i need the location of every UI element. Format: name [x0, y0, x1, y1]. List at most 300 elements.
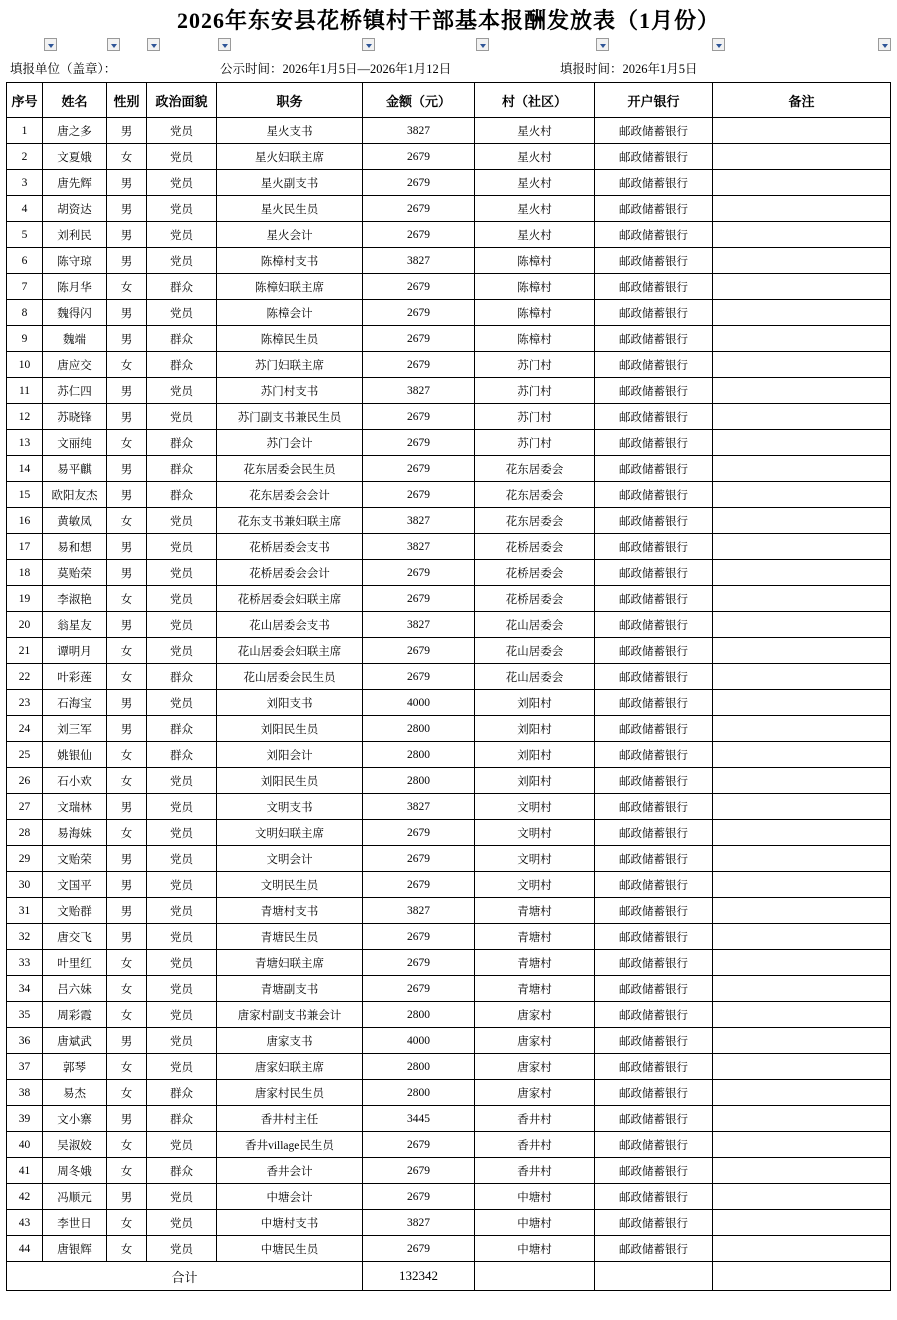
cell-position: 唐家村民生员 [217, 1080, 363, 1106]
cell-amount: 2679 [363, 820, 475, 846]
cell-gender: 女 [107, 638, 147, 664]
cell-index: 30 [7, 872, 43, 898]
cell-index: 23 [7, 690, 43, 716]
cell-gender: 女 [107, 144, 147, 170]
table-row [7, 872, 891, 898]
cell-bank: 邮政储蓄银行 [595, 586, 713, 612]
cell-village: 文明村 [475, 820, 595, 846]
cell-position: 中塘民生员 [217, 1236, 363, 1262]
cell-village: 文明村 [475, 872, 595, 898]
column-header-political-status: 政治面貌 [147, 83, 217, 118]
column-header-remark: 备注 [713, 83, 891, 118]
cell-remark [713, 222, 891, 248]
cell-gender: 女 [107, 820, 147, 846]
cell-amount: 2679 [363, 430, 475, 456]
cell-village: 花桥居委会 [475, 560, 595, 586]
cell-name: 易和想 [43, 534, 107, 560]
cell-remark [713, 170, 891, 196]
cell-gender: 女 [107, 274, 147, 300]
cell-position: 香井会计 [217, 1158, 363, 1184]
cell-village: 唐家村 [475, 1054, 595, 1080]
cell-political-status: 党员 [147, 144, 217, 170]
cell-political-status: 群众 [147, 664, 217, 690]
cell-name: 冯顺元 [43, 1184, 107, 1210]
cell-political-status: 党员 [147, 404, 217, 430]
cell-amount: 2679 [363, 586, 475, 612]
cell-remark [713, 248, 891, 274]
cell-name: 欧阳友杰 [43, 482, 107, 508]
cell-name: 石海宝 [43, 690, 107, 716]
cell-political-status: 党员 [147, 222, 217, 248]
cell-index: 36 [7, 1028, 43, 1054]
cell-remark [713, 716, 891, 742]
column-header-position: 职务 [217, 83, 363, 118]
cell-gender: 女 [107, 1210, 147, 1236]
cell-bank: 邮政储蓄银行 [595, 690, 713, 716]
cell-political-status: 党员 [147, 1132, 217, 1158]
cell-amount: 3445 [363, 1106, 475, 1132]
cell-bank: 邮政储蓄银行 [595, 638, 713, 664]
cell-remark [713, 1080, 891, 1106]
cell-gender: 男 [107, 794, 147, 820]
cell-village: 唐家村 [475, 1028, 595, 1054]
cell-remark [713, 768, 891, 794]
cell-position: 苏门妇联主席 [217, 352, 363, 378]
cell-village: 文明村 [475, 846, 595, 872]
cell-index: 14 [7, 456, 43, 482]
cell-remark [713, 976, 891, 1002]
cell-village: 苏门村 [475, 378, 595, 404]
cell-remark [713, 534, 891, 560]
cell-village: 星火村 [475, 144, 595, 170]
table-row [7, 742, 891, 768]
cell-bank: 邮政储蓄银行 [595, 196, 713, 222]
table-row [7, 456, 891, 482]
table-row [7, 664, 891, 690]
cell-index: 26 [7, 768, 43, 794]
cell-position: 青塘副支书 [217, 976, 363, 1002]
cell-remark [713, 352, 891, 378]
table-row [7, 196, 891, 222]
cell-political-status: 群众 [147, 1106, 217, 1132]
table-row [7, 1080, 891, 1106]
table-row [7, 950, 891, 976]
cell-remark [713, 846, 891, 872]
cell-position: 刘阳支书 [217, 690, 363, 716]
filter-arrow-3[interactable] [147, 38, 160, 51]
cell-index: 29 [7, 846, 43, 872]
cell-amount: 2679 [363, 924, 475, 950]
column-header-village: 村（社区） [475, 83, 595, 118]
cell-political-status: 党员 [147, 768, 217, 794]
cell-village: 青塘村 [475, 950, 595, 976]
cell-gender: 男 [107, 196, 147, 222]
cell-village: 陈樟村 [475, 248, 595, 274]
cell-gender: 男 [107, 404, 147, 430]
filter-arrow-8[interactable] [712, 38, 725, 51]
cell-index: 5 [7, 222, 43, 248]
cell-gender: 男 [107, 326, 147, 352]
cell-bank: 邮政储蓄银行 [595, 404, 713, 430]
table-row [7, 1184, 891, 1210]
cell-amount: 2679 [363, 196, 475, 222]
cell-position: 陈樟会计 [217, 300, 363, 326]
cell-village: 花桥居委会 [475, 534, 595, 560]
cell-index: 41 [7, 1158, 43, 1184]
cell-political-status: 党员 [147, 846, 217, 872]
cell-position: 唐家支书 [217, 1028, 363, 1054]
column-header-name: 姓名 [43, 83, 107, 118]
cell-political-status: 群众 [147, 716, 217, 742]
table-row [7, 1132, 891, 1158]
table-row [7, 846, 891, 872]
table-row [7, 1028, 891, 1054]
cell-name: 胡资达 [43, 196, 107, 222]
cell-political-status: 群众 [147, 482, 217, 508]
cell-name: 苏晓锋 [43, 404, 107, 430]
cell-position: 花山居委会民生员 [217, 664, 363, 690]
cell-remark [713, 482, 891, 508]
cell-remark [713, 586, 891, 612]
table-row [7, 352, 891, 378]
cell-index: 24 [7, 716, 43, 742]
cell-name: 唐交飞 [43, 924, 107, 950]
filter-arrow-5[interactable] [362, 38, 375, 51]
cell-index: 9 [7, 326, 43, 352]
cell-index: 32 [7, 924, 43, 950]
cell-bank: 邮政储蓄银行 [595, 352, 713, 378]
filter-arrow-9[interactable] [878, 38, 891, 51]
cell-bank: 邮政储蓄银行 [595, 924, 713, 950]
cell-village: 苏门村 [475, 352, 595, 378]
cell-village: 花东居委会 [475, 482, 595, 508]
cell-remark [713, 378, 891, 404]
cell-bank: 邮政储蓄银行 [595, 716, 713, 742]
cell-gender: 女 [107, 976, 147, 1002]
cell-political-status: 党员 [147, 638, 217, 664]
cell-village: 花山居委会 [475, 664, 595, 690]
cell-remark [713, 1236, 891, 1262]
cell-position: 星火民生员 [217, 196, 363, 222]
cell-village: 星火村 [475, 196, 595, 222]
cell-amount: 2800 [363, 1002, 475, 1028]
cell-remark [713, 820, 891, 846]
cell-remark [713, 508, 891, 534]
table-row [7, 690, 891, 716]
fill-date-label: 填报时间：2026年1月5日 [560, 62, 698, 77]
cell-position: 青塘民生员 [217, 924, 363, 950]
cell-village: 刘阳村 [475, 768, 595, 794]
cell-gender: 男 [107, 924, 147, 950]
cell-bank: 邮政储蓄银行 [595, 820, 713, 846]
cell-village: 星火村 [475, 170, 595, 196]
cell-remark [713, 274, 891, 300]
cell-gender: 男 [107, 378, 147, 404]
cell-remark [713, 118, 891, 144]
cell-name: 苏仁四 [43, 378, 107, 404]
cell-index: 21 [7, 638, 43, 664]
table-row [7, 768, 891, 794]
cell-political-status: 党员 [147, 534, 217, 560]
cell-remark [713, 1158, 891, 1184]
cell-name: 唐银辉 [43, 1236, 107, 1262]
cell-amount: 3827 [363, 794, 475, 820]
cell-position: 星火副支书 [217, 170, 363, 196]
cell-political-status: 党员 [147, 872, 217, 898]
table-row [7, 170, 891, 196]
cell-village: 香井村 [475, 1106, 595, 1132]
cell-gender: 女 [107, 768, 147, 794]
cell-name: 文丽纯 [43, 430, 107, 456]
cell-political-status: 党员 [147, 1054, 217, 1080]
cell-name: 文贻群 [43, 898, 107, 924]
cell-position: 文明妇联主席 [217, 820, 363, 846]
cell-amount: 3827 [363, 612, 475, 638]
cell-amount: 2679 [363, 872, 475, 898]
cell-index: 3 [7, 170, 43, 196]
table-row [7, 1210, 891, 1236]
cell-remark [713, 456, 891, 482]
table-row [7, 144, 891, 170]
cell-name: 刘三军 [43, 716, 107, 742]
cell-gender: 男 [107, 170, 147, 196]
cell-bank: 邮政储蓄银行 [595, 326, 713, 352]
filter-button-row [6, 38, 891, 52]
table-row [7, 404, 891, 430]
cell-name: 李淑艳 [43, 586, 107, 612]
cell-political-status: 党员 [147, 1184, 217, 1210]
cell-name: 谭明月 [43, 638, 107, 664]
cell-index: 19 [7, 586, 43, 612]
cell-position: 唐家村副支书兼会计 [217, 1002, 363, 1028]
cell-gender: 男 [107, 1106, 147, 1132]
cell-political-status: 群众 [147, 1080, 217, 1106]
cell-remark [713, 1106, 891, 1132]
cell-name: 刘利民 [43, 222, 107, 248]
cell-bank: 邮政储蓄银行 [595, 872, 713, 898]
cell-name: 唐之多 [43, 118, 107, 144]
cell-amount: 3827 [363, 1210, 475, 1236]
cell-amount: 2679 [363, 300, 475, 326]
cell-index: 4 [7, 196, 43, 222]
cell-name: 莫贻荣 [43, 560, 107, 586]
filter-arrow-4[interactable] [218, 38, 231, 51]
cell-gender: 女 [107, 1080, 147, 1106]
cell-political-status: 群众 [147, 352, 217, 378]
cell-index: 20 [7, 612, 43, 638]
cell-position: 中塘村支书 [217, 1210, 363, 1236]
cell-amount: 2679 [363, 456, 475, 482]
cell-remark [713, 1002, 891, 1028]
cell-position: 文明会计 [217, 846, 363, 872]
cell-village: 刘阳村 [475, 742, 595, 768]
cell-name: 黄敏凤 [43, 508, 107, 534]
cell-amount: 3827 [363, 118, 475, 144]
cell-amount: 2800 [363, 768, 475, 794]
cell-name: 叶里红 [43, 950, 107, 976]
table-row [7, 898, 891, 924]
cell-bank: 邮政储蓄银行 [595, 1106, 713, 1132]
cell-bank: 邮政储蓄银行 [595, 976, 713, 1002]
cell-position: 青塘妇联主席 [217, 950, 363, 976]
cell-index: 25 [7, 742, 43, 768]
cell-bank: 邮政储蓄银行 [595, 1028, 713, 1054]
cell-amount: 2800 [363, 1054, 475, 1080]
cell-political-status: 党员 [147, 820, 217, 846]
cell-amount: 2679 [363, 352, 475, 378]
cell-gender: 女 [107, 742, 147, 768]
report-unit-label: 填报单位（盖章）： [10, 62, 117, 77]
cell-amount: 2679 [363, 144, 475, 170]
cell-amount: 4000 [363, 690, 475, 716]
cell-bank: 邮政储蓄银行 [595, 1236, 713, 1262]
cell-bank: 邮政储蓄银行 [595, 248, 713, 274]
cell-amount: 2679 [363, 326, 475, 352]
cell-remark [713, 1184, 891, 1210]
cell-name: 文国平 [43, 872, 107, 898]
cell-remark [713, 612, 891, 638]
cell-position: 刘阳民生员 [217, 716, 363, 742]
cell-bank: 邮政储蓄银行 [595, 664, 713, 690]
cell-name: 易海妹 [43, 820, 107, 846]
cell-gender: 男 [107, 846, 147, 872]
cell-political-status: 党员 [147, 950, 217, 976]
cell-political-status: 党员 [147, 118, 217, 144]
cell-village: 刘阳村 [475, 716, 595, 742]
cell-index: 13 [7, 430, 43, 456]
cell-political-status: 群众 [147, 326, 217, 352]
filter-arrow-2[interactable] [107, 38, 120, 51]
cell-village: 中塘村 [475, 1184, 595, 1210]
cell-amount: 2679 [363, 1236, 475, 1262]
cell-remark [713, 664, 891, 690]
cell-name: 文贻荣 [43, 846, 107, 872]
cell-political-status: 群众 [147, 274, 217, 300]
cell-bank: 邮政储蓄银行 [595, 456, 713, 482]
meta-row [6, 54, 891, 82]
cell-village: 花山居委会 [475, 638, 595, 664]
filter-arrow-7[interactable] [596, 38, 609, 51]
cell-name: 魏端 [43, 326, 107, 352]
cell-remark [713, 794, 891, 820]
cell-political-status: 群众 [147, 742, 217, 768]
cell-position: 刘阳民生员 [217, 768, 363, 794]
cell-village: 香井村 [475, 1132, 595, 1158]
cell-bank: 邮政储蓄银行 [595, 1080, 713, 1106]
cell-political-status: 党员 [147, 924, 217, 950]
cell-position: 青塘村支书 [217, 898, 363, 924]
cell-bank: 邮政储蓄银行 [595, 1210, 713, 1236]
cell-remark [713, 144, 891, 170]
cell-remark [713, 404, 891, 430]
cell-index: 2 [7, 144, 43, 170]
table-header-row [7, 83, 891, 118]
table-row [7, 924, 891, 950]
cell-name: 文小寨 [43, 1106, 107, 1132]
table-row [7, 638, 891, 664]
cell-position: 花东支书兼妇联主席 [217, 508, 363, 534]
cell-village: 陈樟村 [475, 274, 595, 300]
filter-arrow-1[interactable] [44, 38, 57, 51]
cell-bank: 邮政储蓄银行 [595, 612, 713, 638]
cell-index: 34 [7, 976, 43, 1002]
cell-political-status: 党员 [147, 690, 217, 716]
cell-gender: 男 [107, 560, 147, 586]
cell-remark [713, 742, 891, 768]
cell-position: 唐家妇联主席 [217, 1054, 363, 1080]
table-body [7, 118, 891, 1262]
cell-political-status: 党员 [147, 1236, 217, 1262]
cell-amount: 2800 [363, 1080, 475, 1106]
salary-table [6, 82, 891, 1291]
table-row [7, 1236, 891, 1262]
cell-position: 花桥居委会妇联主席 [217, 586, 363, 612]
cell-gender: 男 [107, 716, 147, 742]
cell-bank: 邮政储蓄银行 [595, 222, 713, 248]
cell-political-status: 党员 [147, 1028, 217, 1054]
cell-bank: 邮政储蓄银行 [595, 768, 713, 794]
cell-remark [713, 1210, 891, 1236]
cell-position: 陈樟村支书 [217, 248, 363, 274]
cell-political-status: 群众 [147, 430, 217, 456]
cell-name: 翁星友 [43, 612, 107, 638]
cell-amount: 2800 [363, 716, 475, 742]
column-header-gender: 性别 [107, 83, 147, 118]
cell-name: 易杰 [43, 1080, 107, 1106]
cell-gender: 女 [107, 352, 147, 378]
cell-amount: 2679 [363, 664, 475, 690]
cell-gender: 女 [107, 586, 147, 612]
table-row [7, 1158, 891, 1184]
cell-index: 8 [7, 300, 43, 326]
cell-village: 刘阳村 [475, 690, 595, 716]
cell-amount: 3827 [363, 508, 475, 534]
cell-name: 陈守琼 [43, 248, 107, 274]
column-header-bank: 开户银行 [595, 83, 713, 118]
cell-gender: 女 [107, 1158, 147, 1184]
cell-village: 唐家村 [475, 1002, 595, 1028]
cell-position: 花东居委会会计 [217, 482, 363, 508]
cell-gender: 男 [107, 482, 147, 508]
cell-political-status: 党员 [147, 898, 217, 924]
cell-gender: 男 [107, 1028, 147, 1054]
table-row [7, 300, 891, 326]
cell-amount: 2679 [363, 638, 475, 664]
cell-position: 花山居委会支书 [217, 612, 363, 638]
cell-bank: 邮政储蓄银行 [595, 1054, 713, 1080]
cell-village: 文明村 [475, 794, 595, 820]
cell-village: 花山居委会 [475, 612, 595, 638]
cell-political-status: 群众 [147, 456, 217, 482]
cell-bank: 邮政储蓄银行 [595, 794, 713, 820]
table-row [7, 716, 891, 742]
filter-arrow-6[interactable] [476, 38, 489, 51]
cell-village: 陈樟村 [475, 300, 595, 326]
cell-index: 35 [7, 1002, 43, 1028]
cell-remark [713, 326, 891, 352]
cell-village: 陈樟村 [475, 326, 595, 352]
cell-political-status: 党员 [147, 170, 217, 196]
cell-index: 15 [7, 482, 43, 508]
cell-village: 花东居委会 [475, 456, 595, 482]
cell-position: 星火支书 [217, 118, 363, 144]
cell-bank: 邮政储蓄银行 [595, 144, 713, 170]
cell-remark [713, 872, 891, 898]
cell-position: 苏门副支书兼民生员 [217, 404, 363, 430]
cell-amount: 3827 [363, 898, 475, 924]
table-row [7, 482, 891, 508]
table-row [7, 248, 891, 274]
